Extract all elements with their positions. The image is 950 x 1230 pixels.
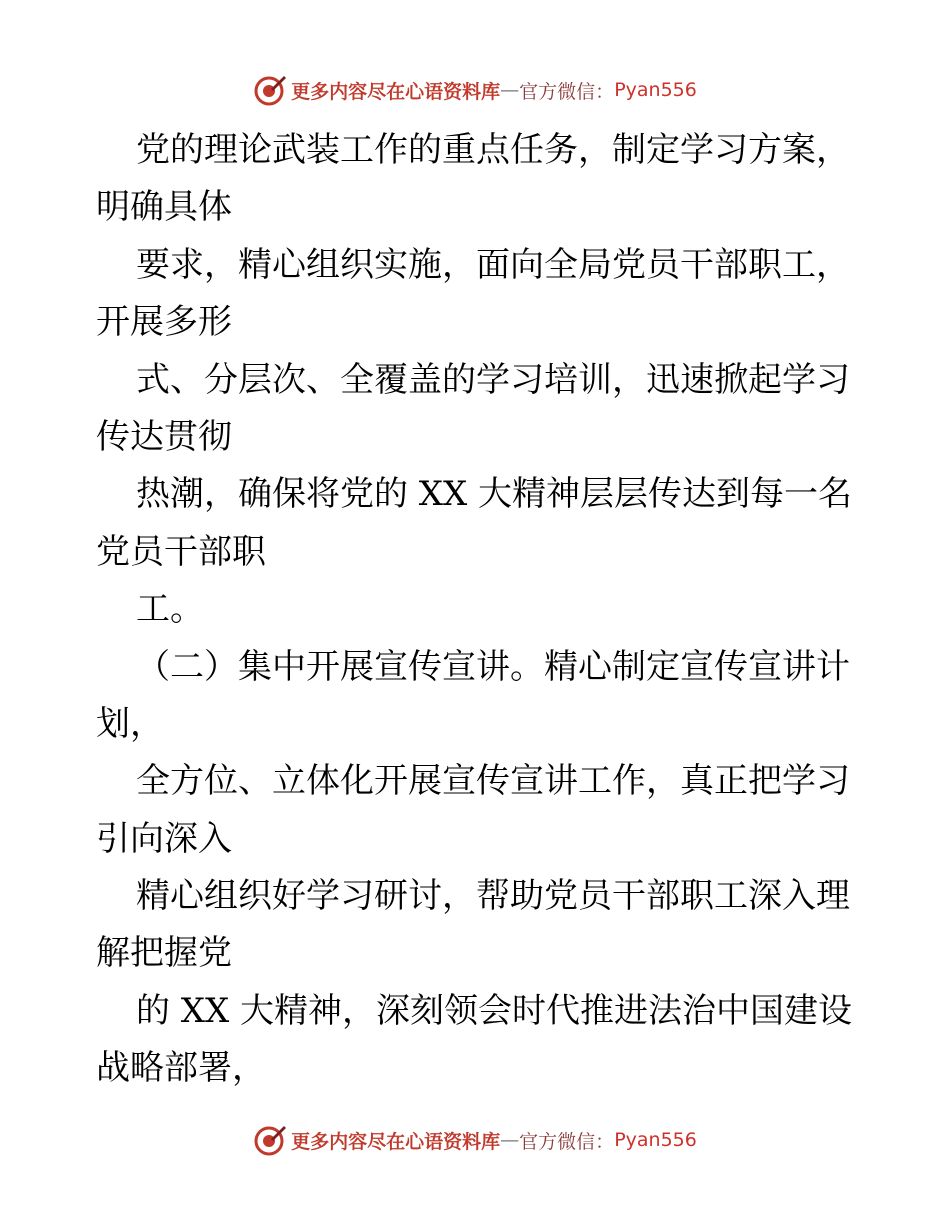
footer-banner [0, 1120, 950, 1160]
text-line: 的 XX 大精神，深刻领会时代推进法治中国建设 [136, 990, 853, 1031]
text-line: 开展多形 [96, 302, 232, 343]
pen-logo-icon [253, 73, 287, 107]
text-line: 热潮，确保将党的 XX 大精神层层传达到每一名 [136, 474, 853, 515]
text-line: 党员干部职 [96, 531, 266, 572]
text-line: 划， [96, 703, 164, 744]
text-line: 传达贯彻 [96, 416, 232, 457]
text-line: 引向深入 [96, 818, 232, 859]
text-line: 要求，精心组织实施，面向全局党员干部职工， [136, 244, 850, 285]
banner-wechat-label: 官方微信： [519, 1130, 615, 1153]
text-line: 明确具体 [96, 187, 232, 228]
text-line: 工。 [136, 589, 204, 630]
text-line: 解把握党 [96, 933, 232, 974]
banner-wechat-handle: Pyan556 [614, 1129, 697, 1151]
banner-separator: — [500, 1129, 520, 1151]
banner-wechat-label: 官方微信： [519, 80, 615, 103]
header-banner [0, 70, 950, 110]
text-line: （二）集中开展宣传宣讲。精心制定宣传宣讲计 [136, 646, 850, 687]
banner-wechat-handle: Pyan556 [614, 79, 697, 101]
banner-promo-text: 更多内容尽在心语资料库 [291, 1130, 501, 1153]
banner-promo-text: 更多内容尽在心语资料库 [291, 80, 501, 103]
body-text [96, 122, 876, 1098]
text-line: 党的理论武装工作的重点任务，制定学习方案， [136, 130, 850, 170]
text-line: 精心组织好学习研讨，帮助党员干部职工深入理 [136, 876, 850, 917]
pen-logo-icon [253, 1123, 287, 1157]
text-line: 式、分层次、全覆盖的学习培训，迅速掀起学习 [136, 359, 850, 400]
text-line: 战略部署， [96, 1048, 266, 1089]
banner-separator: — [500, 79, 520, 101]
text-line: 全方位、立体化开展宣传宣讲工作，真正把学习 [136, 761, 850, 802]
